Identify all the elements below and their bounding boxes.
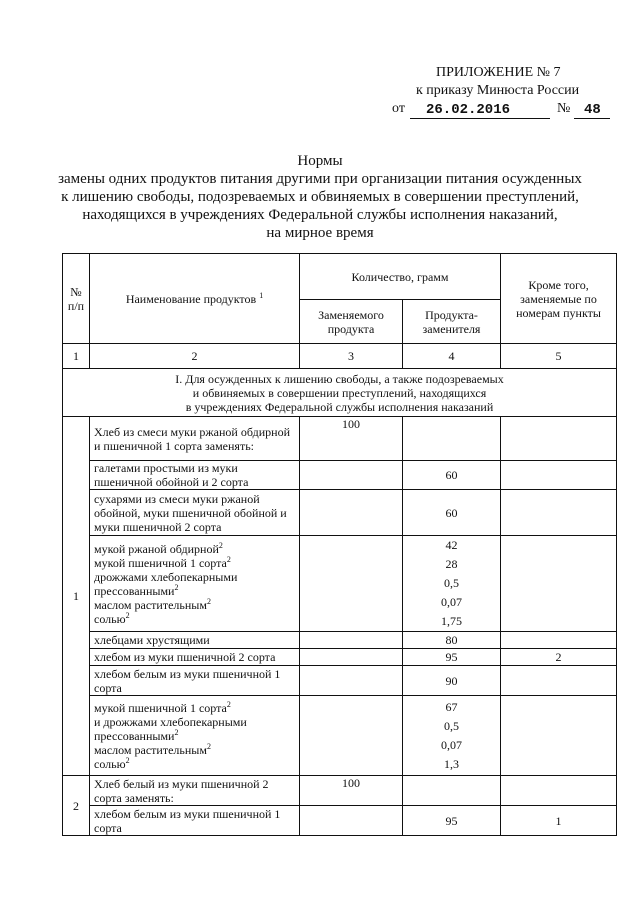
col-number: 4	[403, 344, 501, 369]
table-row	[63, 696, 617, 776]
table-row	[63, 632, 617, 649]
document-title: Нормы	[297, 153, 343, 169]
date-underline	[410, 118, 550, 119]
table-row	[63, 649, 617, 666]
section-heading-row	[63, 369, 617, 417]
replaced-quantity: 100	[300, 417, 403, 461]
column-numbers-row	[63, 344, 617, 369]
header-replaced-product: Заменяемого продукта	[300, 300, 403, 344]
product-name: хлебом из муки пшеничной 2 сорта	[90, 649, 300, 666]
item-number: 2	[63, 776, 90, 836]
table-row	[63, 490, 617, 536]
section-heading: I. Для осужденных к лишению свободы, а также подозреваемых и обвиняемых в совершении преступлений, находящихся в учреждениях Федеральной службы исполнения наказаний	[63, 369, 617, 417]
table-row	[63, 666, 617, 696]
product-name: Хлеб из смеси муки ржаной обдирной и пшеничной 1 сорта заменять:	[90, 417, 300, 461]
table-row	[63, 536, 617, 632]
substitute-quantity: 80	[403, 632, 501, 649]
number-underline	[574, 118, 610, 119]
product-name: хлебцами хрустящими	[90, 632, 300, 649]
title-line-4: находящихся в учреждениях Федеральной службы исполнения наказаний,	[82, 207, 558, 223]
product-name: хлебом белым из муки пшеничной 1 сорта	[90, 806, 300, 836]
col-number: 5	[501, 344, 617, 369]
col-number: 3	[300, 344, 403, 369]
substitute-quantity: 60	[403, 490, 501, 536]
header-besides: Кроме того, заменяемые по номерам пункты	[501, 254, 617, 344]
footnote-marker: 1	[259, 290, 264, 300]
substitute-quantity-list: 67 0,5 0,07 1,3	[403, 696, 501, 776]
number-prefix: №	[557, 101, 571, 116]
table-row	[63, 806, 617, 836]
header-row	[63, 254, 617, 300]
date-prefix: от	[392, 101, 405, 116]
substitute-quantity: 95	[403, 649, 501, 666]
extra-item-number: 1	[501, 806, 617, 836]
header-quantity: Количество, грамм	[300, 254, 501, 300]
header-number: № п/п	[63, 254, 90, 344]
substitute-quantity: 60	[403, 461, 501, 490]
header-substitute-product: Продукта-заменителя	[403, 300, 501, 344]
product-name: хлебом белым из муки пшеничной 1 сорта	[90, 666, 300, 696]
order-number: 48	[584, 102, 601, 118]
header-product-name: Наименование продуктов $^1$	[90, 254, 300, 344]
substitute-quantity: 95	[403, 806, 501, 836]
product-name: Хлеб белый из муки пшеничной 2 сорта заменять:	[90, 776, 300, 806]
order-reference: к приказу Минюста России	[416, 83, 580, 98]
item-number: 1	[63, 417, 90, 776]
product-name: сухарями из смеси муки ржаной обойной, муки пшеничной обойной и муки пшеничной 2 сорта	[90, 490, 300, 536]
product-name-list: мукой пшеничной 1 сорта$^2$ и дрожжами хлебопекарными прессованными$^2$ маслом растительным$^2$ солью$^2$	[90, 696, 300, 776]
substitute-quantity-list: 42 28 0,5 0,07 1,75	[403, 536, 501, 632]
order-date: 26.02.2016	[426, 102, 511, 118]
col-number: 2	[90, 344, 300, 369]
title-line-3: к лишению свободы, подозреваемых и обвиняемых в совершении преступлений,	[61, 189, 579, 205]
extra-item-number: 2	[501, 649, 617, 666]
table-row	[63, 776, 617, 806]
product-name-list: мукой ржаной обдирной$^2$ мукой пшеничной 1 сорта$^2$ дрожжами хлебопекарными прессованными$^2$ маслом растительным$^2$ солью$^2$	[90, 536, 300, 632]
substitute-quantity: 90	[403, 666, 501, 696]
table-row	[63, 417, 617, 461]
product-name: галетами простыми из муки пшеничной обойной и 2 сорта	[90, 461, 300, 490]
appendix-title: ПРИЛОЖЕНИЕ № 7	[436, 65, 561, 80]
col-number: 1	[63, 344, 90, 369]
table-row	[63, 461, 617, 490]
norms-table	[62, 253, 617, 836]
replaced-quantity: 100	[300, 776, 403, 806]
title-line-5: на мирное время	[266, 225, 374, 241]
title-line-2: замены одних продуктов питания другими при организации питания осужденных	[58, 171, 582, 187]
